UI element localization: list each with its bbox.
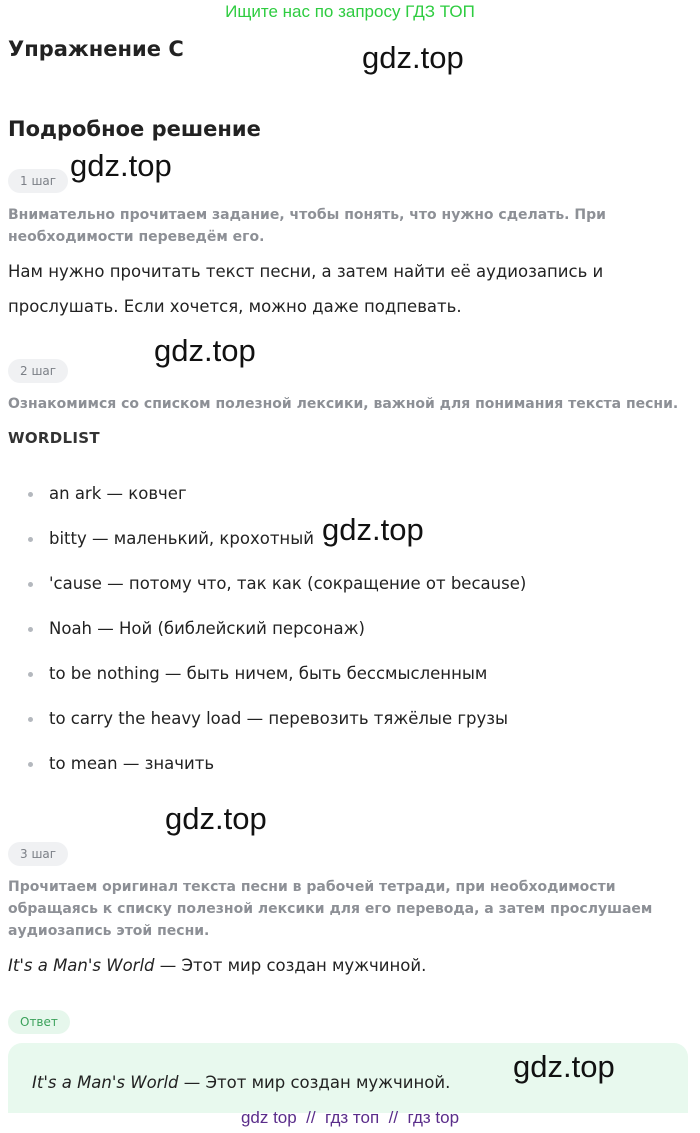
footer-links[interactable]: gdz top // гдз топ // гдз top [240,1108,460,1127]
watermark: gdz.top [362,40,464,75]
bullet-icon [28,627,33,632]
bullet-icon [28,537,33,542]
wordlist-item: an ark — ковчег [0,479,700,524]
answer-song-title: It's a Man's World [32,1073,179,1092]
wordlist-item: 'cause — потому что, так как (сокращение от because) [0,569,700,614]
watermark: gdz.top [513,1049,615,1084]
bullet-icon [28,672,33,677]
watermark: gdz.top [154,333,256,368]
watermark: gdz.top [70,148,172,183]
exercise-title: Упражнение C [8,37,184,61]
bullet-icon [28,582,33,587]
bullet-icon [28,762,33,767]
watermark: gdz.top [322,512,424,547]
watermark: gdz.top [165,801,267,836]
step-3-chip: 3 шаг [8,842,68,866]
answer-translation: — Этот мир создан мужчиной. [178,1073,451,1092]
solution-title: Подробное решение [8,117,261,141]
bullet-icon [28,492,33,497]
step-2-hint: Ознакомимся со списком полезной лексики, важной для понимания текста песни. [8,396,679,412]
bullet-icon [28,717,33,722]
wordlist-item: to mean — значить [0,749,700,794]
step-2-chip: 2 шаг [8,359,68,383]
step-1-text-line-2: прослушать. Если хочется, можно даже подпевать. [8,297,462,316]
wordlist-item: to be nothing — быть ничем, быть бессмысленным [0,659,700,704]
answer-text [32,1073,450,1092]
step-1-text-line-1: Нам нужно прочитать текст песни, а затем найти её аудиозапись и [8,262,604,281]
wordlist-item: bitty — маленький, крохотный [0,524,700,569]
wordlist-title: WORDLIST [8,429,100,447]
step-1-hint: Внимательно прочитаем задание, чтобы понять, что нужно сделать. При необходимости переведём его. [8,207,606,245]
step-1-chip: 1 шаг [8,169,68,193]
answer-chip: Ответ [8,1010,70,1034]
wordlist-item: Noah — Ной (библейский персонаж) [0,614,700,659]
step-3-hint: Прочитаем оригинал текста песни в рабочей тетради, при необходимости обращаясь к списку полезной лексики для его перевода, а затем прослушаем аудиозапись этой песни. [8,879,653,939]
song-title: It's a Man's World [8,956,155,975]
step-3-song-line [8,956,688,975]
song-translation: — Этот мир создан мужчиной. [154,956,427,975]
top-banner: Ищите нас по запросу ГДЗ ТОП [225,2,475,21]
wordlist-item: to carry the heavy load — перевозить тяжёлые грузы [0,704,700,749]
